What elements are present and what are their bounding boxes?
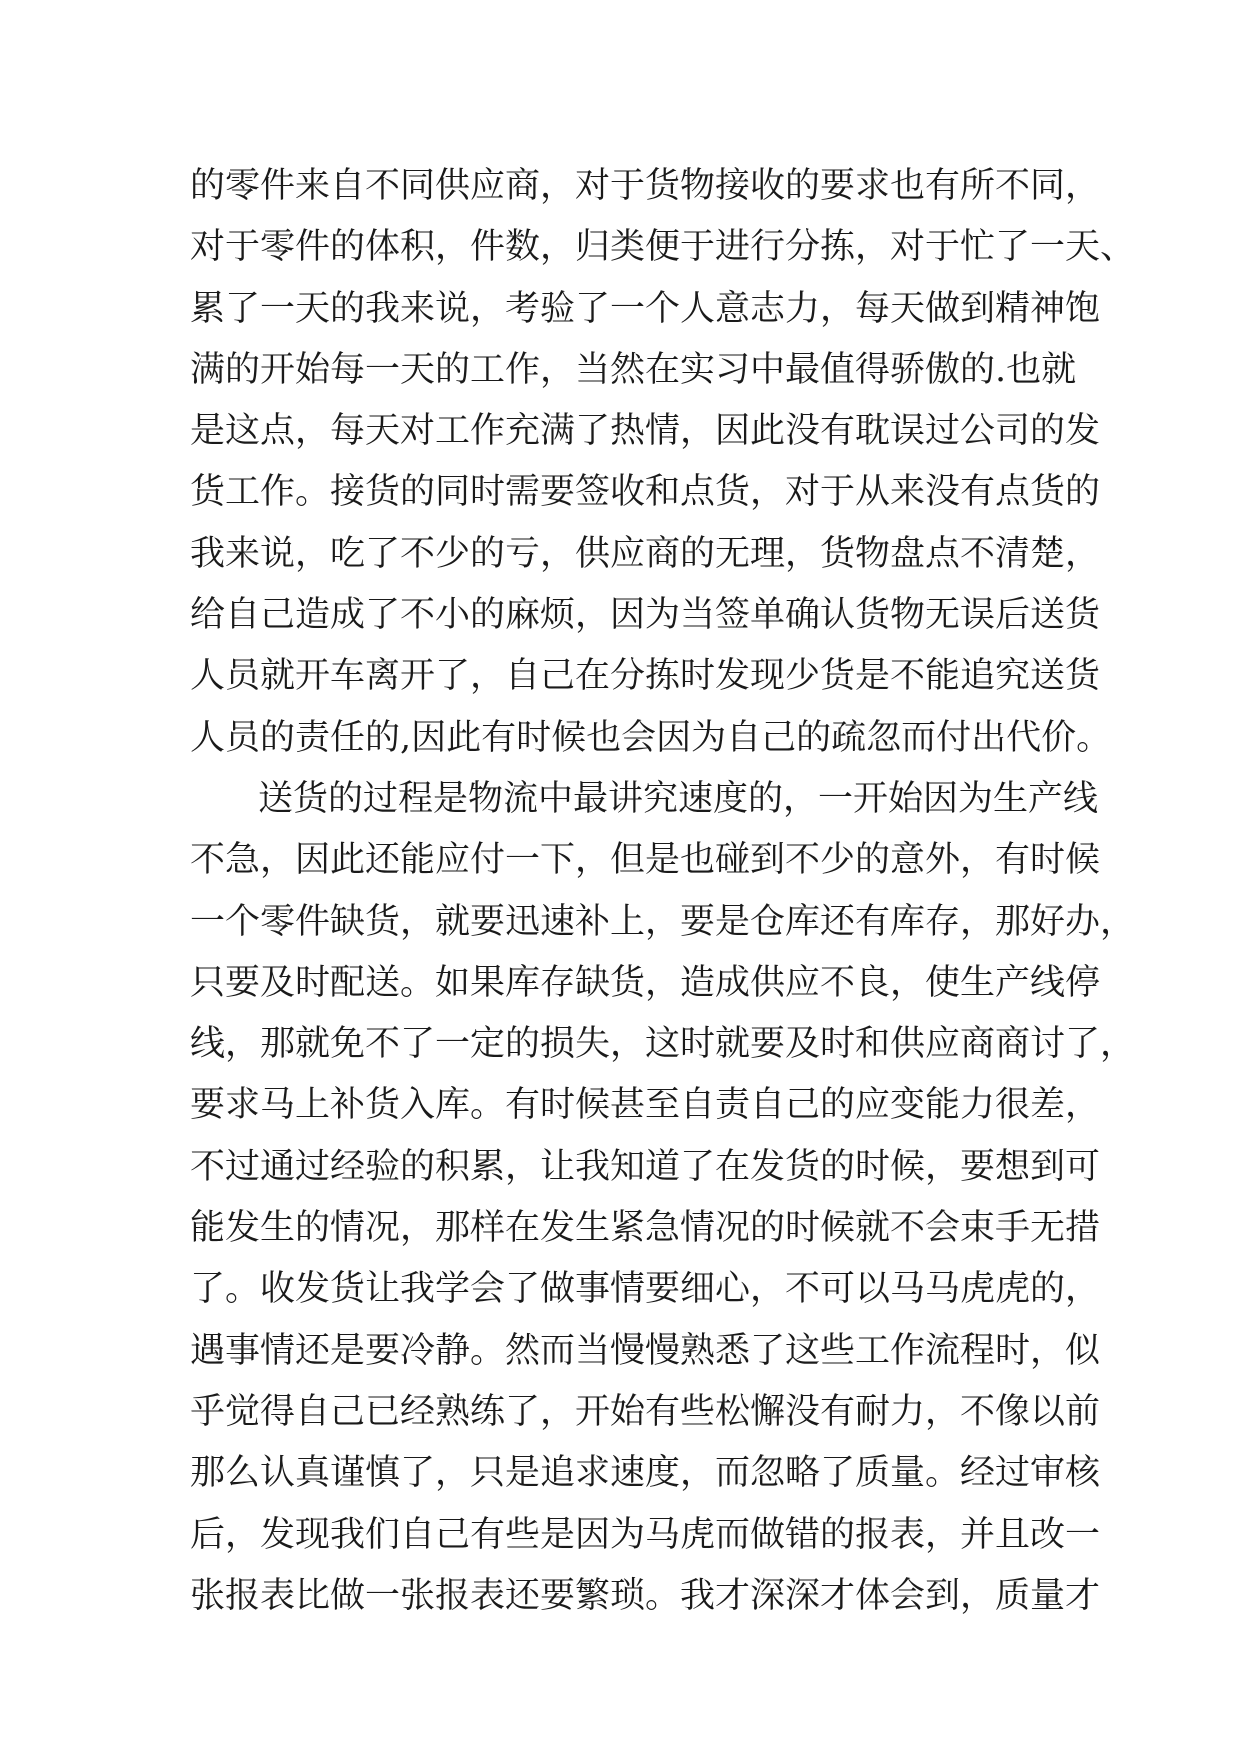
- text-line: 对于零件的体积，件数，归类便于进行分拣，对于忙了一天、: [190, 227, 1136, 268]
- text-line: 人员就开车离开了，自己在分拣时发现少货是不能追究送货: [190, 656, 1101, 697]
- text-line: 遇事情还是要冷静。然而当慢慢熟悉了这些工作流程时，似: [190, 1330, 1101, 1371]
- text-line: 满的开始每一天的工作，当然在实习中最值得骄傲的.也就: [190, 349, 1077, 390]
- text-line: 不急，因此还能应付一下，但是也碰到不少的意外，有时候: [190, 840, 1101, 881]
- text-line: 累了一天的我来说，考验了一个人意志力，每天做到精神饱: [190, 288, 1101, 329]
- text-line: 要求马上补货入库。有时候甚至自责自己的应变能力很差，: [190, 1085, 1101, 1126]
- text-line: 是这点，每天对工作充满了热情，因此没有耽误过公司的发: [190, 411, 1101, 452]
- text-line: 后，发现我们自己有些是因为马虎而做错的报表，并且改一: [190, 1514, 1101, 1555]
- text-line: 我来说，吃了不少的亏，供应商的无理，货物盘点不清楚，: [190, 533, 1101, 574]
- paragraph-first-line: 送货的过程是物流中最讲究速度的，一开始因为生产线: [258, 778, 1099, 819]
- text-line: 那么认真谨慎了，只是追求速度，而忽略了质量。经过审核: [190, 1453, 1101, 1494]
- body-text: [190, 156, 1136, 1627]
- text-line: 一个零件缺货，就要迅速补上，要是仓库还有库存，那好办，: [190, 901, 1136, 942]
- text-line: 张报表比做一张报表还要繁琐。我才深深才体会到，质量才: [190, 1575, 1101, 1616]
- text-line: 给自己造成了不小的麻烦，因为当签单确认货物无误后送货: [190, 595, 1101, 636]
- text-line: 能发生的情况，那样在发生紧急情况的时候就不会束手无措: [190, 1208, 1101, 1249]
- text-line: 不过通过经验的积累，让我知道了在发货的时候，要想到可: [190, 1146, 1101, 1187]
- text-line: 的零件来自不同供应商，对于货物接收的要求也有所不同，: [190, 166, 1101, 206]
- text-line: 线，那就免不了一定的损失，这时就要及时和供应商商讨了，: [190, 1024, 1136, 1065]
- text-line: 人员的责任的,因此有时候也会因为自己的疏忽而付出代价。: [190, 717, 1112, 758]
- text-line: 货工作。接货的同时需要签收和点货，对于从来没有点货的: [190, 472, 1101, 513]
- text-line: 乎觉得自己已经熟练了，开始有些松懈没有耐力，不像以前: [190, 1391, 1101, 1432]
- text-line: 只要及时配送。如果库存缺货，造成供应不良，使生产线停: [190, 962, 1101, 1003]
- text-line: 了。收发货让我学会了做事情要细心，不可以马马虎虎的，: [190, 1269, 1101, 1310]
